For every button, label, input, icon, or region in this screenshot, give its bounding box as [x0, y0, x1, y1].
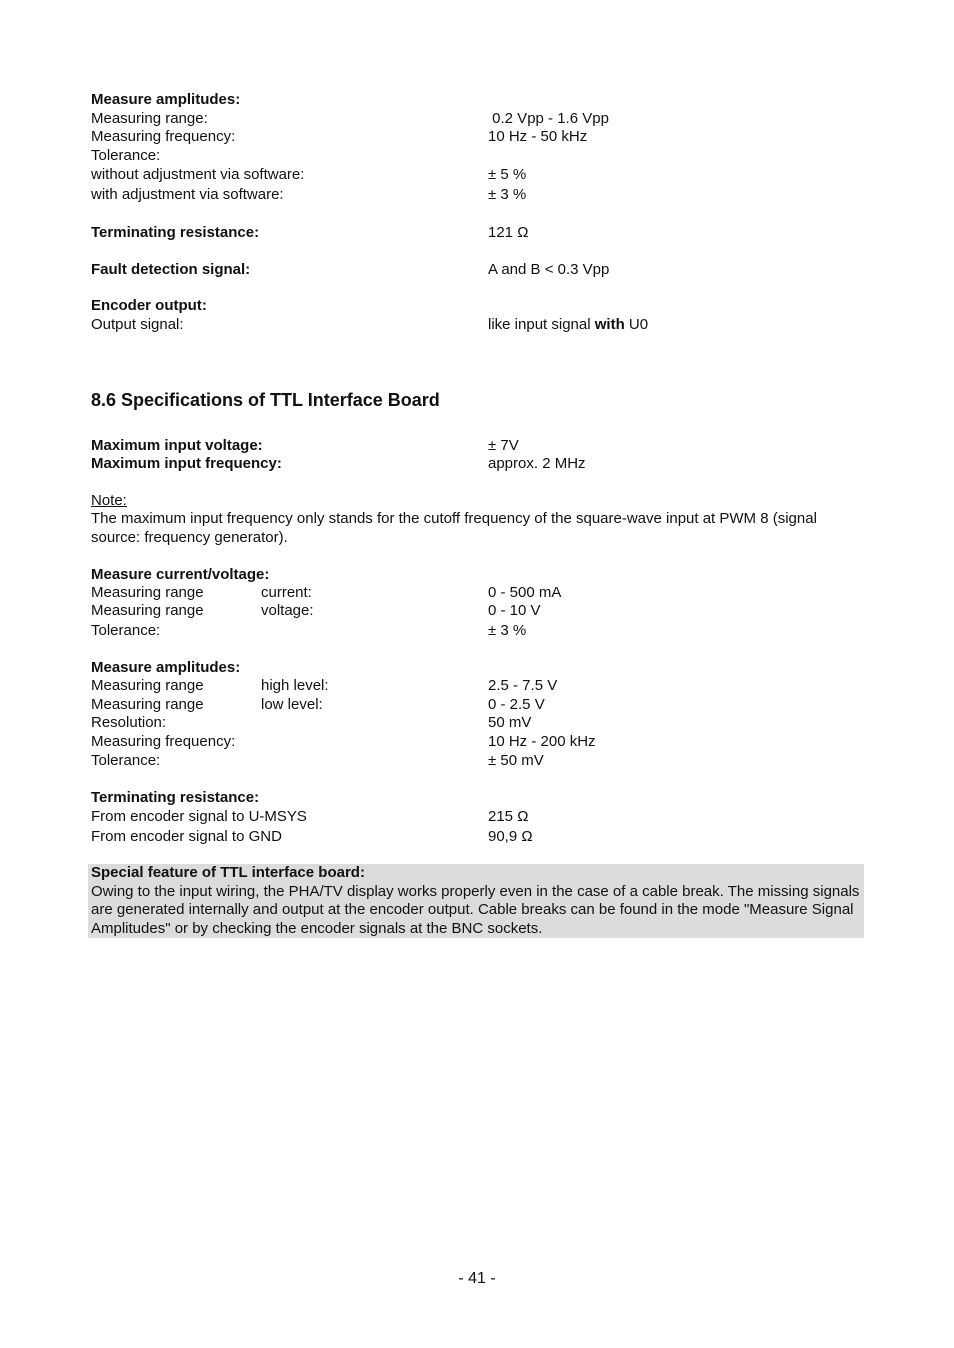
spec-label: Measuring range [91, 602, 204, 619]
spec-value: 0 - 500 mA [488, 584, 562, 601]
value-text: U0 [624, 316, 649, 333]
spec-label: Measuring range [91, 677, 204, 694]
section-heading: Encoder output: [91, 297, 207, 314]
spec-value: 50 mV [488, 714, 532, 731]
spec-sublabel: high level: [261, 677, 329, 694]
spec-label: Terminating resistance: [91, 224, 260, 241]
spec-value: 2.5 - 7.5 V [488, 677, 558, 694]
value-text: like input signal [488, 316, 595, 333]
spec-value: ± 3 % [488, 186, 527, 203]
spec-label: Measuring frequency: [91, 128, 236, 145]
spec-value: 0 - 10 V [488, 602, 541, 619]
spec-value: ± 7V [488, 437, 519, 454]
special-feature-heading: Special feature of TTL interface board: [91, 864, 365, 881]
page-number: - 41 - [458, 1270, 496, 1287]
spec-label: Measuring range [91, 584, 204, 601]
spec-label: From encoder signal to U-MSYS [91, 808, 307, 825]
spec-label: Resolution: [91, 714, 167, 731]
note-label: Note: [91, 492, 127, 509]
spec-value: 90,9 Ω [488, 828, 533, 845]
value-emphasis: with [594, 316, 625, 333]
spec-label: Fault detection signal: [91, 261, 251, 278]
special-feature-text: Owing to the input wiring, the PHA/TV display works properly even in the case of a cable break. The missing signals are generated internally and output at the encoder output. Cable breaks can be found in the mode "Measure Signal Amplitudes" or by checking the encoder signals at the BNC sockets. [91, 882, 860, 937]
spec-value [488, 315, 648, 334]
special-feature-content [91, 864, 863, 938]
spec-label: Measuring frequency: [91, 733, 236, 750]
spec-label: From encoder signal to GND [91, 828, 282, 845]
spec-sublabel: low level: [261, 696, 323, 713]
section-heading: Measure current/voltage: [91, 566, 270, 583]
spec-sublabel: current: [261, 584, 312, 601]
special-feature-box [88, 864, 864, 938]
spec-value: approx. 2 MHz [488, 455, 586, 472]
spec-value: 0.2 Vpp - 1.6 Vpp [488, 110, 609, 127]
spec-label: Maximum input voltage: [91, 437, 263, 454]
note-text: The maximum input frequency only stands for the cutoff frequency of the square-wave input at PWM 8 (signal source: frequency generator). [91, 510, 817, 546]
section-heading: Measure amplitudes: [91, 659, 241, 676]
section-title: 8.6 Specifications of TTL Interface Board [91, 390, 440, 410]
spec-label: Tolerance: [91, 147, 161, 164]
spec-value: 10 Hz - 50 kHz [488, 128, 588, 145]
spec-label: Tolerance: [91, 622, 161, 639]
spec-value: ± 3 % [488, 622, 527, 639]
spec-value: ± 5 % [488, 166, 527, 183]
spec-value: 0 - 2.5 V [488, 696, 545, 713]
spec-value: 121 Ω [488, 224, 529, 241]
spec-label: Maximum input frequency: [91, 455, 282, 472]
spec-label: Output signal: [91, 316, 184, 333]
spec-label: with adjustment via software: [91, 186, 284, 203]
spec-label: Tolerance: [91, 752, 161, 769]
spec-label: Measuring range: [91, 110, 208, 127]
spec-value: 215 Ω [488, 808, 529, 825]
spec-label: without adjustment via software: [91, 166, 305, 183]
spec-sublabel: voltage: [261, 602, 314, 619]
spec-value: ± 50 mV [488, 752, 544, 769]
spec-value: 10 Hz - 200 kHz [488, 733, 596, 750]
section-heading: Terminating resistance: [91, 789, 260, 806]
spec-label: Measuring range [91, 696, 204, 713]
spec-value: A and B < 0.3 Vpp [488, 261, 610, 278]
section-heading: Measure amplitudes: [91, 91, 241, 108]
